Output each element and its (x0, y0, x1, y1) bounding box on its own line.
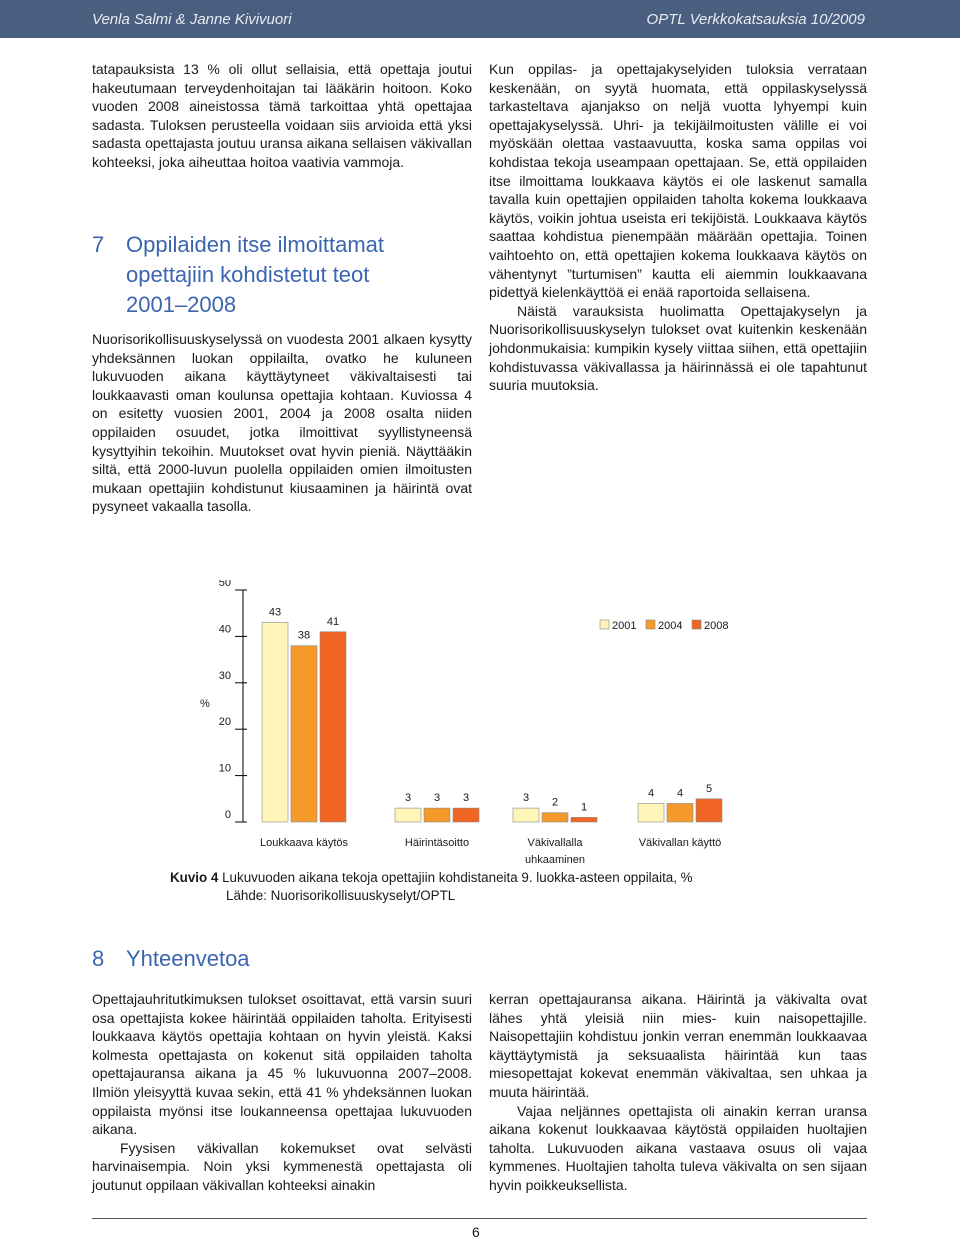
y-tick-label: 50 (218, 580, 231, 589)
bar (262, 622, 288, 822)
column-1-bottom (92, 990, 472, 1195)
section-number: 8 (92, 946, 105, 971)
bar (513, 808, 539, 822)
paragraph: tatapauksista 13 % oli ollut sellaisia, että opettaja joutui hakeutumaan terveydenhoitajan tai lääkärin hoitoon. Koko vuoden 2008 aineistossa tämä tarkoittaa yhtä opettajaa sadasta. Tuloksen perusteella voidaan siis arvioida että yksi sadasta opettajasta joutuu uransa aikana sellaisen väkivallan kohteeksi, joka aiheuttaa hoitoa vaativia vammoja. (92, 61, 472, 170)
y-tick-label: 20 (218, 716, 231, 729)
category-label: Väkivallalla (527, 837, 583, 849)
category-label: Loukkaava käytös (259, 837, 349, 849)
legend-label: 2001 (612, 620, 637, 632)
category-label: uhkaaminen (525, 854, 585, 866)
section-8-heading (92, 944, 472, 974)
data-label: 38 (297, 629, 311, 642)
category-label: Väkivallan käyttö (638, 837, 722, 849)
bar (542, 813, 568, 822)
y-axis-label: % (200, 698, 210, 710)
header-series: OPTL Verkkokatsauksia 10/2009 (646, 11, 865, 28)
section-number: 7 (92, 232, 105, 257)
bar (291, 646, 317, 822)
section-title-line: opettajiin kohdistetut teot (126, 262, 370, 287)
bar (395, 808, 421, 822)
paragraph: Opettajauhritutkimuksen tulokset osoittavat, että varsin suuri osa opettajista kokee häirintää oppilaiden taholta. Erityisesti loukkaava käytös opettajia kohtaan on hyvin yleistä. Kaksi kolmesta opettajasta on kokenut sitä oppilaiden taholta opettajauransa aikana ja 45 % lukuvuonna 2007–2008. Ilmiön yleisyyttä kuvaa sekin, että 41 % yhdeksännen luokan oppilaista myönsi itse loukanneensa opettajaa lukuvuoden aikana. (92, 991, 472, 1138)
bar (424, 808, 450, 822)
data-label: 4 (676, 787, 684, 800)
data-label: 43 (268, 606, 282, 619)
paragraph: Nuorisorikollisuuskyselyssä on vuodesta 2001 alkaen kysytty yhdeksännen luokan oppilailta, ovatko he kuluneen lukuvuoden aikana käyttäytyneet väkivaltaisesti tai loukkaavasti oman koulunsa opettajia kohtaan. Kuviossa 4 on esitetty vuosien 2001, 2004 ja 2008 osalta niiden oppilaiden osuudet, jotka ilmoittivat syyllistyneensä kysyttyihin tekoihin. Muutokset ovat hyvin pieniä. Näyttääkin siltä, että 2000-luvun puolella oppilaiden omien ilmoitusten mukaan opettajiin kohdistunut kiusaaminen ja häirintä ovat pysyneet vakaalla tasolla. (92, 331, 472, 515)
data-label: 41 (326, 615, 340, 628)
paragraph: Fyysisen väkivallan kokemukset ovat selvästi harvinaisempia. Noin yksi kymmenestä opettajasta oli joutunut oppilaan väkivallan kohteeksi ainakin (92, 1139, 472, 1193)
legend-label: 2008 (704, 620, 729, 632)
header-authors: Venla Salmi & Janne Kivivuori (92, 11, 292, 28)
category-label: Häirintäsoitto (404, 837, 470, 849)
bar (696, 799, 722, 822)
section-7-heading (92, 230, 472, 320)
bar-chart-svg (180, 580, 780, 870)
section-title-line: Oppilaiden itse ilmoittamat (126, 232, 385, 257)
data-label: 3 (522, 792, 530, 805)
bar (638, 803, 664, 822)
bar-chart (180, 580, 780, 870)
page-number: 6 (472, 1224, 480, 1240)
caption-text: Lukuvuoden aikana tekoja opettajiin kohdistaneita 9. luokka-asteen oppilaita, % (222, 870, 693, 885)
data-label: 3 (433, 792, 441, 805)
data-label: 5 (705, 782, 713, 795)
footer-divider (92, 1218, 867, 1219)
bar (667, 803, 693, 822)
bar (453, 808, 479, 822)
section-7-body (92, 330, 472, 516)
paragraph: Kun oppilas- ja opettajakyselyiden tuloksia verrataan keskenään, on syytä huomata, että oppilaskyselyssä tarkasteltava ajanjakso on neljä vuotta lyhyempi kuin opettajakyselyssä. Uhri- ja tekijäilmoitusten välille ei voi myöskään olettaa vastaavuutta, koska sama oppilas voi kohdistaa tekoja useampaan opettajaan. Se, että oppilaiden itse ilmoittama loukkaava käytös ei ole laskenut samalla tavalla kuin opettajien oppilaiden taholta kokema loukkaava käytös, voikin johtua useista eri tekijöistä. Loukkaava käytös saattaa kohdistua pienempään määrään opettajia. Toinen vaihtoehto on, että opettajien kokema loukkaava käytös on vähentynyt ”turtumisen” kautta eli aiemmin loukkaavana pidettyä kielenkäyttöä ei enää raportoida sellaisena. (489, 61, 867, 301)
caption-label: Kuvio 4 (170, 870, 219, 885)
data-label: 2 (551, 796, 559, 809)
data-label: 4 (647, 787, 655, 800)
legend-swatch (692, 620, 701, 629)
figure-caption (170, 869, 810, 905)
column-2-top (489, 60, 867, 395)
data-label: 3 (462, 792, 470, 805)
caption-source: Lähde: Nuorisorikollisuuskyselyt/OPTL (226, 888, 456, 903)
paragraph: kerran opettajauransa aikana. Häirintä ja väkivalta ovat lähes yhtä yleisiä niin mies- kuin naisopettajille. Naisopettajiin kohdistuu jonkin verran enemmän loukkaavaa käyttäytymistä ja seksuaalista häirintää kun taas miesopettajat kokevat enemmän väkivaltaa, sen uhkaa ja muuta häirintää. (489, 991, 867, 1100)
paragraph: Vajaa neljännes opettajista oli ainakin kerran uransa aikana kokenut loukkaavaa käytöstä oppilaiden huoltajien taholta. Lukuvuoden aikana vastaava osuus oli vajaa kymmenes. Huoltajien taholta tuleva väkivalta on sen sijaan hyvin poikkeuksellista. (489, 1102, 867, 1193)
paragraph: Näistä varauksista huolimatta Opettajakyselyn ja Nuorisorikollisuuskyselyn tulokset ovat kuitenkin keskenään johdonmukaisia: kumpikin kysely viittaa siihen, että opettajiin kohdistuvassa väkivallassa ja häirinnässä ei ole tapahtunut suuria muutoksia. (489, 302, 867, 394)
section-title: Yhteenvetoa (126, 946, 250, 971)
data-label: 3 (404, 792, 412, 805)
bar (571, 817, 597, 822)
page-header (0, 0, 960, 38)
bar (320, 632, 346, 822)
y-tick-label: 10 (218, 762, 231, 775)
legend-swatch (646, 620, 655, 629)
data-label: 1 (580, 801, 588, 814)
column-1-top (92, 60, 472, 172)
y-tick-label: 40 (218, 623, 231, 636)
legend-swatch (600, 620, 609, 629)
column-2-bottom (489, 990, 867, 1195)
section-title-line: 2001–2008 (126, 292, 237, 317)
y-tick-label: 0 (224, 809, 231, 821)
legend-label: 2004 (658, 620, 683, 632)
y-tick-label: 30 (218, 669, 231, 682)
section-title (126, 230, 384, 320)
